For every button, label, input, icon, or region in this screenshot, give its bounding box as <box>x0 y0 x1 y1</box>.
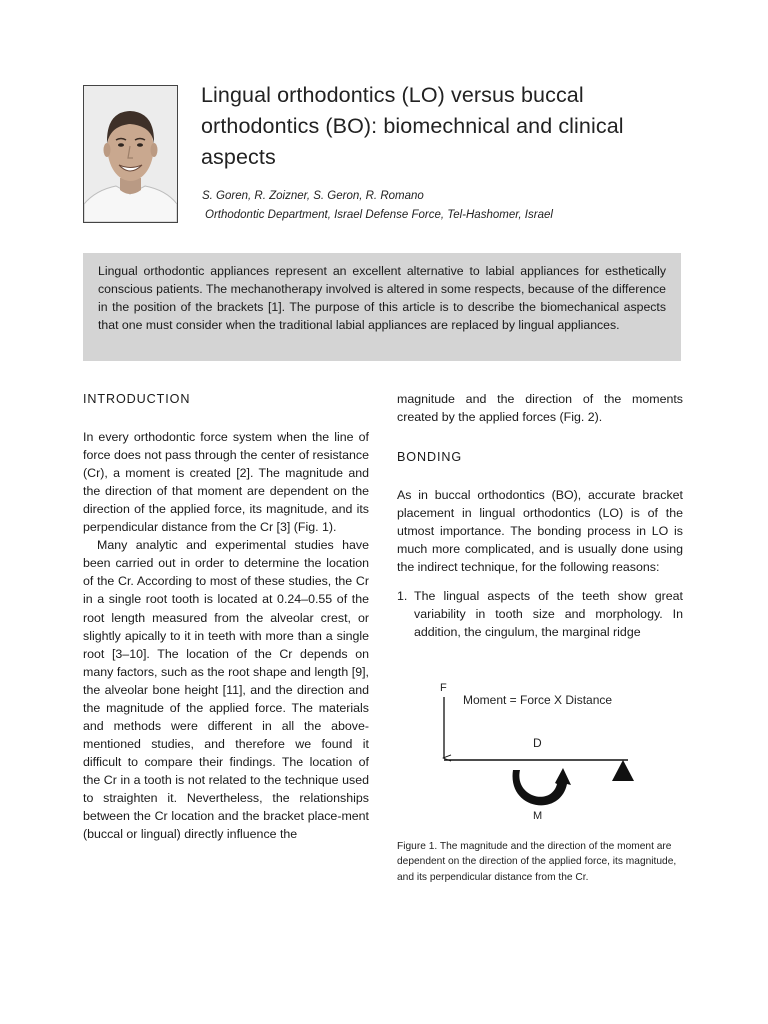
force-label: F <box>440 682 447 694</box>
fulcrum-triangle <box>612 760 634 781</box>
article-title: Lingual orthodontics (LO) versus buccal orthodontics (BO): biomechnical and clinical aspects <box>201 83 624 169</box>
article-authors: S. Goren, R. Zoizner, S. Geron, R. Romano <box>202 190 424 202</box>
introduction-continuation: magnitude and the direction of the moments created by the applied forces (Fig. 2). <box>397 392 683 425</box>
abstract-box <box>83 253 681 361</box>
bonding-paragraph: As in buccal orthodontics (BO), accurate bracket placement in lingual orthodontics (LO) is of the utmost importance. The bonding process in LO is much more complicated, and is usually done using the indirect technique, for the following reasons: <box>397 488 683 575</box>
article-affiliation: Orthodontic Department, Israel Defense Force, Tel-Hashomer, Israel <box>205 209 553 221</box>
figure-1-diagram <box>430 676 644 826</box>
distance-label: D <box>533 736 542 750</box>
author-photo <box>83 85 178 223</box>
introduction-paragraph-2: Many analytic and experimental studies have been carried out in order to determine the location of the Cr. According to most of these studies, the Cr in a single root tooth is located at 0.24–0.55 of the root length measured from the alveolar crest, or slightly apically to it in teeth with more than a single root [3–10]. The location of the Cr depends on many factors, such as the root shape and length [9], the alveolar bone height [11], and the direction and the magnitude of the applied force. The materials and methods were different in all the above-mentioned studies, and therefore we found it difficult to compare their findings. The location of the Cr in a tooth is not related to the technique used to straighten it. Nevertheless, the relationships between the Cr location and the bracket place-ment (buccal or lingual) directly influence the <box>83 538 369 842</box>
list-item <box>397 587 683 641</box>
left-column <box>83 390 369 843</box>
list-item-number: 1. <box>397 589 408 604</box>
abstract-text: Lingual orthodontic appliances represent an excellent alternative to labial appliances for esthetically conscious patients. The mechanotherapy involved is altered in some respects, because of the difference in the position of the brackets [1]. The purpose of this article is to describe the biomechanical aspects that one must consider when the traditional labial appliances are replaced by lingual appliances. <box>98 264 666 332</box>
introduction-heading: INTRODUCTION <box>83 392 191 406</box>
bonding-heading: BONDING <box>397 450 463 465</box>
introduction-paragraph-1: In every orthodontic force system when the line of force does not pass through the center of resistance (Cr), a moment is created [2]. The magnitude and the direction of that moment are dependent on the direction of the applied force, its magnitude, and its perpendicular distance from the Cr [3] (Fig. 1). <box>83 430 369 535</box>
figure-1-caption: Figure 1. The magnitude and the direction of the moment are dependent on the direction of the applied force, its magnitude, and its perpendicular distance from the Cr. <box>397 841 677 883</box>
figure-1 <box>430 676 644 826</box>
moment-label: M <box>533 810 543 822</box>
formula-label: Moment = Force X Distance <box>463 693 613 707</box>
right-column <box>397 390 683 642</box>
moment-arrow <box>513 768 571 805</box>
author-portrait-image <box>84 86 177 222</box>
list-item-text: The lingual aspects of the teeth show great variability in tooth size and morphology. In addition, the cingulum, the marginal ridge <box>414 589 683 640</box>
